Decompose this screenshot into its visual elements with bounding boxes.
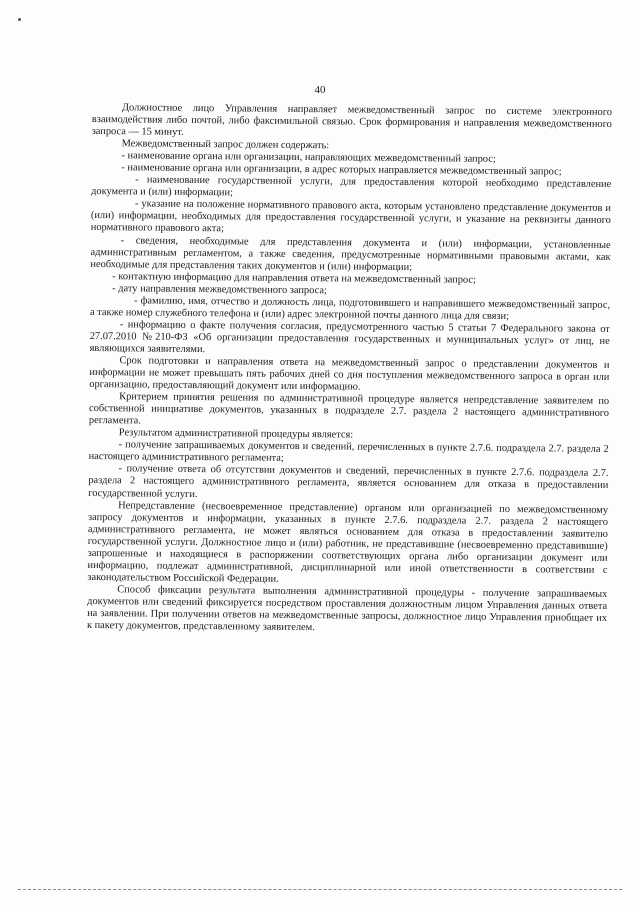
- page-number: 40: [314, 84, 326, 96]
- list-item: - наименование государственной услуги, для предоставления которой необходимо представление документа и (или) информации;: [91, 174, 612, 199]
- document-body: [87, 102, 612, 637]
- scan-dot: [18, 18, 21, 21]
- list-item: - информацию о факте получения согласия, предусмотренного частью 5 статьи 7 Федерального закона от 27.07.2010 №210-ФЗ «Об организации предоставления государственных и муниципальных услуг» от лиц, не являющихся заявителями.: [89, 319, 610, 356]
- list-item: - указание на положение нормативного правового акта, которым установлено представление документов и (или) информации, необходимых для предоставления государственной услуги, и указание на реквизиты данного нормативного правового акта;: [90, 198, 612, 235]
- list-item: - получение ответа об отсутствии документов и сведений, перечисленных в пункте 2.7.6. подраздела 2.7. раздела 2 настоящего административного регламента, является основанием для отказа в предоставлении государственной услуги.: [88, 463, 609, 500]
- paragraph: Срок подготовки и направления ответа на межведомственный запрос о представлении документов и информации не может превышать пять рабочих дней со дня поступления межведомственного запроса в орган или организацию, предоставляющий документ или информацию.: [89, 355, 610, 393]
- paragraph: Способ фиксации результата выполнения административной процедуры - получение запрашиваемых документов или сведений фиксируется посредством проставления должностным лицом Управления данных ответа на заявлении. При получении ответов на межведомственные запросы, должностное лицо Управления приобщает их к пакету документов, представленному заявителем.: [86, 584, 608, 634]
- paragraph: Непредставление (несвоевременное представление) органом или организацией по межведомственному запросу документов и информации, указанных в пункте 2.7.6. подраздела 2.7. раздела 2 настоящего административного регламента, не может являться основанием для отказа в предоставлении заявителю государственной услуги. Должностное лицо и (или) работник, не представившие (несвоевременно представившие) запрошенные и находящиеся в распоряжении соответствующих органа либо организации документ или информацию, подлежат административной, дисциплинарной или иной ответственности в соответствии с законодательством Российской Федерации.: [87, 499, 609, 585]
- list-item: - наименование органа или организации, в адрес которых направляется межведомственный запрос;: [121, 162, 562, 178]
- list-item: - фамилию, имя, отчество и должность лица, подготовившего и направившего межведомственный запрос, а также номер служебного телефона и (или) адрес электронной почты данного лица для связи;: [89, 295, 611, 322]
- list-item: - дату направления межведомственного запроса;: [112, 282, 327, 296]
- paragraph: Межведомственный запрос должен содержать:: [121, 138, 330, 152]
- paragraph: Должностное лицо Управления направляет межведомственный запрос по системе электронного взаимодействия либо почтой, либо факсимильной связью. Срок формирования и направления межведомственного запроса — 15 минут.: [91, 102, 612, 138]
- list-item: - сведения, необходимые для представления документа и (или) информации, установленные административным регламентом, а также сведения, предусмотренные нормативными правовыми актами, как необходимые для представления таких документов и (или) информации;: [90, 234, 611, 273]
- list-item: - наименование органа или организации, направляющих межведомственный запрос;: [121, 150, 496, 166]
- paragraph: Результатом административной процедуры является:: [118, 427, 354, 441]
- list-item: - получение запрашиваемых документов и сведений, перечисленных в пункте 2.7.6. подраздела 2.7. раздела 2 настоящего административного регламента;: [88, 439, 609, 465]
- page-bottom-divider: [18, 889, 622, 890]
- list-item: - контактную информацию для направления ответа на межведомственный запрос;: [112, 270, 476, 286]
- paragraph: Критерием принятия решения по административной процедуре является непредставление заявителем по собственной инициативе документов, указанных в подразделе 2.7. раздела 2 настоящего административного регламента.: [88, 391, 610, 427]
